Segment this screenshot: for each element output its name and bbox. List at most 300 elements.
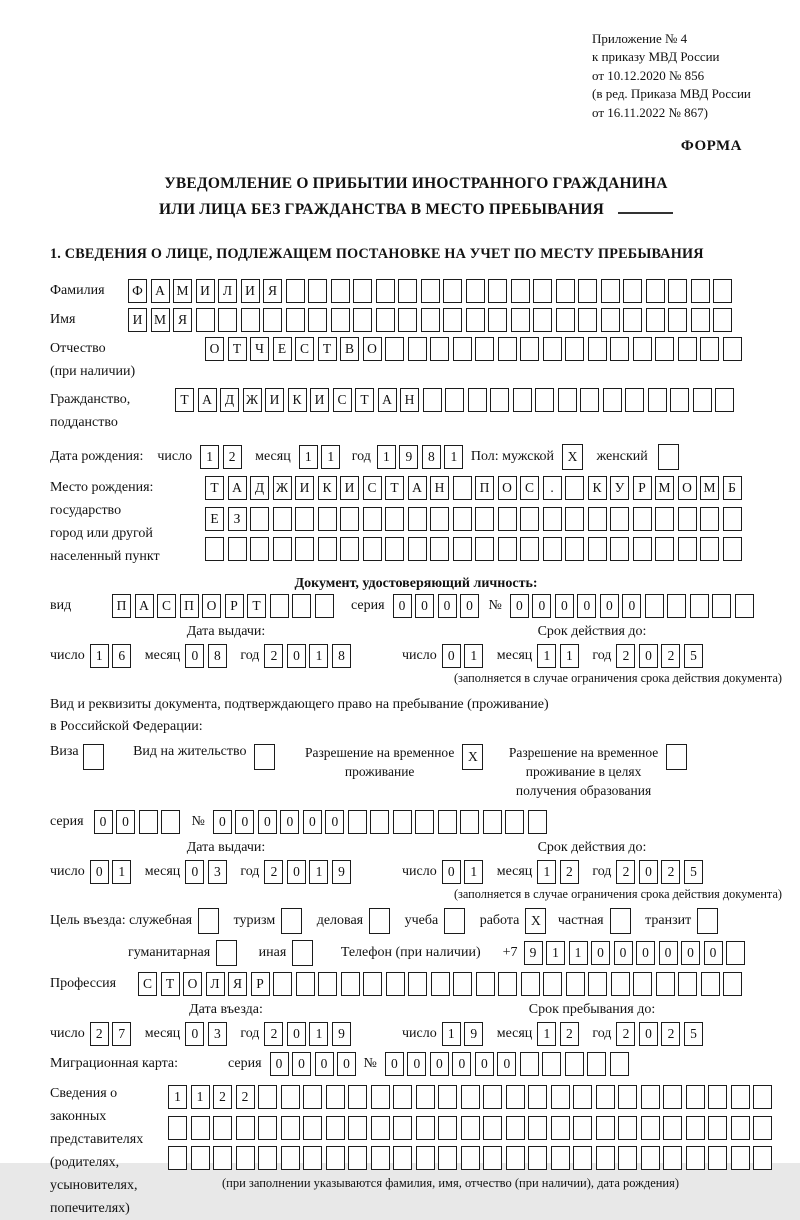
char-cell[interactable] <box>641 1146 660 1170</box>
char-cell[interactable] <box>498 507 517 531</box>
char-cell[interactable] <box>371 1085 390 1109</box>
char-cell[interactable] <box>353 308 372 332</box>
char-cell[interactable] <box>655 337 674 361</box>
char-cell[interactable] <box>648 388 667 412</box>
char-cell[interactable]: 2 <box>616 644 635 668</box>
char-cell[interactable] <box>543 507 562 531</box>
char-cell[interactable] <box>353 279 372 303</box>
char-cell[interactable] <box>533 279 552 303</box>
char-cell[interactable] <box>348 1116 367 1140</box>
char-cell[interactable]: С <box>138 972 157 996</box>
char-cell[interactable] <box>668 308 687 332</box>
char-cell[interactable] <box>708 1085 727 1109</box>
char-cell[interactable] <box>444 908 465 934</box>
char-cell[interactable]: 0 <box>510 594 529 618</box>
char-cell[interactable] <box>453 537 472 561</box>
char-cell[interactable] <box>731 1146 750 1170</box>
char-cell[interactable]: 0 <box>639 1022 658 1046</box>
char-cell[interactable] <box>505 810 524 834</box>
char-cell[interactable]: 2 <box>616 860 635 884</box>
char-cell[interactable] <box>236 1116 255 1140</box>
char-cell[interactable]: Ч <box>250 337 269 361</box>
char-cell[interactable] <box>416 1116 435 1140</box>
char-cell[interactable] <box>646 308 665 332</box>
char-cell[interactable]: А <box>151 279 170 303</box>
char-cell[interactable] <box>610 908 631 934</box>
char-cell[interactable] <box>498 537 517 561</box>
char-cell[interactable] <box>700 507 719 531</box>
char-cell[interactable] <box>498 337 517 361</box>
char-cell[interactable] <box>281 1085 300 1109</box>
char-cell[interactable]: 1 <box>442 1022 461 1046</box>
char-cell[interactable]: З <box>228 507 247 531</box>
char-cell[interactable] <box>618 1116 637 1140</box>
char-cell[interactable]: Ж <box>273 476 292 500</box>
char-cell[interactable] <box>415 810 434 834</box>
char-cell[interactable] <box>691 279 710 303</box>
char-cell[interactable] <box>460 810 479 834</box>
char-cell[interactable] <box>476 972 495 996</box>
char-cell[interactable] <box>655 507 674 531</box>
char-cell[interactable]: 0 <box>258 810 277 834</box>
char-cell[interactable] <box>697 908 718 934</box>
char-cell[interactable] <box>535 388 554 412</box>
char-cell[interactable]: 2 <box>661 1022 680 1046</box>
char-cell[interactable] <box>645 594 664 618</box>
char-cell[interactable] <box>198 908 219 934</box>
char-cell[interactable]: М <box>173 279 192 303</box>
char-cell[interactable]: 1 <box>321 445 340 469</box>
char-cell[interactable]: 0 <box>442 860 461 884</box>
char-cell[interactable] <box>678 507 697 531</box>
char-cell[interactable]: 9 <box>524 941 543 965</box>
char-cell[interactable] <box>558 388 577 412</box>
char-cell[interactable] <box>315 594 334 618</box>
char-cell[interactable]: А <box>135 594 154 618</box>
char-cell[interactable] <box>331 279 350 303</box>
char-cell[interactable] <box>556 279 575 303</box>
char-cell[interactable] <box>318 537 337 561</box>
char-cell[interactable] <box>331 308 350 332</box>
char-cell[interactable] <box>385 537 404 561</box>
char-cell[interactable] <box>376 308 395 332</box>
char-cell[interactable] <box>670 388 689 412</box>
char-cell[interactable] <box>168 1116 187 1140</box>
char-cell[interactable] <box>430 507 449 531</box>
char-cell[interactable] <box>371 1116 390 1140</box>
char-cell[interactable]: 2 <box>560 1022 579 1046</box>
char-cell[interactable] <box>625 388 644 412</box>
char-cell[interactable]: 0 <box>235 810 254 834</box>
char-cell[interactable]: Н <box>400 388 419 412</box>
char-cell[interactable] <box>588 507 607 531</box>
char-cell[interactable]: 2 <box>264 644 283 668</box>
char-cell[interactable] <box>363 537 382 561</box>
char-cell[interactable] <box>281 1116 300 1140</box>
char-cell[interactable] <box>340 537 359 561</box>
char-cell[interactable] <box>712 594 731 618</box>
char-cell[interactable] <box>281 1146 300 1170</box>
char-cell[interactable]: 7 <box>112 1022 131 1046</box>
char-cell[interactable] <box>528 1085 547 1109</box>
char-cell[interactable]: 0 <box>438 594 457 618</box>
char-cell[interactable] <box>753 1146 772 1170</box>
char-cell[interactable] <box>371 1146 390 1170</box>
char-cell[interactable] <box>713 308 732 332</box>
char-cell[interactable]: Т <box>175 388 194 412</box>
char-cell[interactable] <box>596 1085 615 1109</box>
char-cell[interactable] <box>281 908 302 934</box>
char-cell[interactable] <box>408 507 427 531</box>
char-cell[interactable] <box>213 1146 232 1170</box>
char-cell[interactable]: Т <box>228 337 247 361</box>
char-cell[interactable]: 2 <box>90 1022 109 1046</box>
char-cell[interactable] <box>603 388 622 412</box>
char-cell[interactable]: С <box>157 594 176 618</box>
char-cell[interactable] <box>191 1146 210 1170</box>
char-cell[interactable] <box>348 810 367 834</box>
char-cell[interactable] <box>216 940 237 966</box>
char-cell[interactable] <box>533 308 552 332</box>
char-cell[interactable] <box>416 1085 435 1109</box>
char-cell[interactable] <box>303 1146 322 1170</box>
char-cell[interactable] <box>506 1146 525 1170</box>
char-cell[interactable]: Д <box>220 388 239 412</box>
char-cell[interactable] <box>735 594 754 618</box>
char-cell[interactable] <box>258 1116 277 1140</box>
char-cell[interactable] <box>511 308 530 332</box>
char-cell[interactable]: 0 <box>292 1052 311 1076</box>
char-cell[interactable] <box>610 537 629 561</box>
char-cell[interactable] <box>528 1146 547 1170</box>
char-cell[interactable] <box>543 537 562 561</box>
char-cell[interactable]: 0 <box>577 594 596 618</box>
char-cell[interactable]: 1 <box>546 941 565 965</box>
char-cell[interactable]: И <box>310 388 329 412</box>
char-cell[interactable] <box>678 972 697 996</box>
char-cell[interactable] <box>611 972 630 996</box>
char-cell[interactable]: 0 <box>475 1052 494 1076</box>
char-cell[interactable] <box>521 972 540 996</box>
char-cell[interactable] <box>250 507 269 531</box>
char-cell[interactable] <box>303 1085 322 1109</box>
char-cell[interactable] <box>393 810 412 834</box>
char-cell[interactable] <box>726 941 745 965</box>
char-cell[interactable]: 0 <box>659 941 678 965</box>
char-cell[interactable] <box>263 308 282 332</box>
char-cell[interactable] <box>663 1146 682 1170</box>
char-cell[interactable]: . <box>543 476 562 500</box>
char-cell[interactable] <box>753 1085 772 1109</box>
char-cell[interactable] <box>438 1116 457 1140</box>
char-cell[interactable] <box>713 279 732 303</box>
char-cell[interactable]: 0 <box>555 594 574 618</box>
char-cell[interactable] <box>453 972 472 996</box>
char-cell[interactable]: 2 <box>661 644 680 668</box>
char-cell[interactable] <box>461 1085 480 1109</box>
char-cell[interactable] <box>610 337 629 361</box>
char-cell[interactable] <box>663 1116 682 1140</box>
char-cell[interactable]: Ф <box>128 279 147 303</box>
char-cell[interactable]: 0 <box>185 860 204 884</box>
char-cell[interactable]: 8 <box>422 445 441 469</box>
char-cell[interactable]: 2 <box>661 860 680 884</box>
char-cell[interactable]: Н <box>430 476 449 500</box>
char-cell[interactable]: М <box>655 476 674 500</box>
char-cell[interactable]: В <box>340 337 359 361</box>
char-cell[interactable]: 0 <box>681 941 700 965</box>
char-cell[interactable]: X <box>562 444 583 470</box>
char-cell[interactable]: 0 <box>287 1022 306 1046</box>
char-cell[interactable] <box>618 1146 637 1170</box>
char-cell[interactable]: 0 <box>639 644 658 668</box>
char-cell[interactable] <box>423 388 442 412</box>
char-cell[interactable]: 5 <box>684 1022 703 1046</box>
char-cell[interactable]: 5 <box>684 644 703 668</box>
char-cell[interactable] <box>542 1052 561 1076</box>
char-cell[interactable]: 2 <box>236 1085 255 1109</box>
char-cell[interactable] <box>587 1052 606 1076</box>
char-cell[interactable]: 0 <box>270 1052 289 1076</box>
char-cell[interactable]: У <box>610 476 629 500</box>
char-cell[interactable] <box>678 537 697 561</box>
char-cell[interactable] <box>700 337 719 361</box>
char-cell[interactable] <box>565 1052 584 1076</box>
char-cell[interactable]: Д <box>250 476 269 500</box>
char-cell[interactable]: 1 <box>560 644 579 668</box>
char-cell[interactable]: 8 <box>332 644 351 668</box>
char-cell[interactable] <box>708 1116 727 1140</box>
char-cell[interactable]: 0 <box>704 941 723 965</box>
char-cell[interactable] <box>385 337 404 361</box>
char-cell[interactable] <box>520 1052 539 1076</box>
char-cell[interactable] <box>326 1085 345 1109</box>
char-cell[interactable] <box>483 810 502 834</box>
char-cell[interactable] <box>490 388 509 412</box>
char-cell[interactable] <box>520 507 539 531</box>
char-cell[interactable] <box>393 1146 412 1170</box>
char-cell[interactable] <box>348 1146 367 1170</box>
char-cell[interactable]: 0 <box>591 941 610 965</box>
char-cell[interactable]: 0 <box>116 810 135 834</box>
char-cell[interactable] <box>700 537 719 561</box>
char-cell[interactable] <box>528 810 547 834</box>
char-cell[interactable]: 2 <box>213 1085 232 1109</box>
char-cell[interactable]: 1 <box>299 445 318 469</box>
char-cell[interactable] <box>228 537 247 561</box>
char-cell[interactable] <box>578 279 597 303</box>
char-cell[interactable]: 0 <box>94 810 113 834</box>
char-cell[interactable] <box>296 972 315 996</box>
char-cell[interactable]: О <box>498 476 517 500</box>
char-cell[interactable] <box>363 507 382 531</box>
char-cell[interactable]: П <box>112 594 131 618</box>
char-cell[interactable] <box>596 1146 615 1170</box>
char-cell[interactable]: 2 <box>560 860 579 884</box>
char-cell[interactable] <box>646 279 665 303</box>
char-cell[interactable] <box>443 308 462 332</box>
char-cell[interactable] <box>475 337 494 361</box>
char-cell[interactable]: Я <box>173 308 192 332</box>
char-cell[interactable]: Л <box>218 279 237 303</box>
char-cell[interactable]: 1 <box>444 445 463 469</box>
char-cell[interactable]: 0 <box>303 810 322 834</box>
char-cell[interactable] <box>588 337 607 361</box>
char-cell[interactable] <box>528 1116 547 1140</box>
char-cell[interactable] <box>511 279 530 303</box>
char-cell[interactable]: 0 <box>385 1052 404 1076</box>
char-cell[interactable] <box>326 1146 345 1170</box>
char-cell[interactable] <box>254 744 275 770</box>
char-cell[interactable] <box>273 537 292 561</box>
char-cell[interactable] <box>443 279 462 303</box>
char-cell[interactable] <box>438 1146 457 1170</box>
char-cell[interactable]: Т <box>318 337 337 361</box>
char-cell[interactable]: X <box>462 744 483 770</box>
char-cell[interactable] <box>506 1085 525 1109</box>
char-cell[interactable]: М <box>700 476 719 500</box>
char-cell[interactable]: 1 <box>90 644 109 668</box>
char-cell[interactable] <box>565 507 584 531</box>
char-cell[interactable]: И <box>295 476 314 500</box>
char-cell[interactable] <box>475 507 494 531</box>
char-cell[interactable] <box>326 1116 345 1140</box>
char-cell[interactable] <box>633 972 652 996</box>
char-cell[interactable] <box>376 279 395 303</box>
char-cell[interactable] <box>273 507 292 531</box>
char-cell[interactable] <box>693 388 712 412</box>
char-cell[interactable] <box>430 537 449 561</box>
char-cell[interactable] <box>292 940 313 966</box>
char-cell[interactable]: О <box>202 594 221 618</box>
char-cell[interactable]: 0 <box>614 941 633 965</box>
char-cell[interactable]: 0 <box>442 644 461 668</box>
char-cell[interactable] <box>286 308 305 332</box>
char-cell[interactable]: Т <box>355 388 374 412</box>
char-cell[interactable]: 1 <box>309 860 328 884</box>
char-cell[interactable] <box>286 279 305 303</box>
char-cell[interactable] <box>483 1146 502 1170</box>
char-cell[interactable]: Я <box>263 279 282 303</box>
char-cell[interactable]: Т <box>385 476 404 500</box>
char-cell[interactable] <box>258 1085 277 1109</box>
char-cell[interactable] <box>488 279 507 303</box>
char-cell[interactable]: П <box>180 594 199 618</box>
char-cell[interactable]: К <box>288 388 307 412</box>
char-cell[interactable] <box>573 1085 592 1109</box>
char-cell[interactable] <box>241 308 260 332</box>
char-cell[interactable] <box>578 308 597 332</box>
char-cell[interactable] <box>393 1116 412 1140</box>
char-cell[interactable] <box>408 537 427 561</box>
char-cell[interactable]: 1 <box>168 1085 187 1109</box>
char-cell[interactable]: И <box>241 279 260 303</box>
char-cell[interactable]: Л <box>206 972 225 996</box>
char-cell[interactable] <box>398 279 417 303</box>
char-cell[interactable] <box>369 908 390 934</box>
char-cell[interactable]: Я <box>228 972 247 996</box>
char-cell[interactable] <box>565 337 584 361</box>
char-cell[interactable]: 2 <box>223 445 242 469</box>
char-cell[interactable]: 2 <box>264 1022 283 1046</box>
char-cell[interactable] <box>715 388 734 412</box>
char-cell[interactable]: 1 <box>569 941 588 965</box>
char-cell[interactable] <box>678 337 697 361</box>
char-cell[interactable]: О <box>363 337 382 361</box>
char-cell[interactable]: 1 <box>464 860 483 884</box>
char-cell[interactable] <box>303 1116 322 1140</box>
char-cell[interactable]: 0 <box>185 644 204 668</box>
char-cell[interactable] <box>453 476 472 500</box>
char-cell[interactable]: 0 <box>90 860 109 884</box>
char-cell[interactable]: Т <box>205 476 224 500</box>
char-cell[interactable] <box>348 1085 367 1109</box>
char-cell[interactable] <box>663 1085 682 1109</box>
char-cell[interactable] <box>161 810 180 834</box>
char-cell[interactable] <box>506 1116 525 1140</box>
char-cell[interactable] <box>393 1085 412 1109</box>
char-cell[interactable]: 0 <box>639 860 658 884</box>
char-cell[interactable] <box>551 1085 570 1109</box>
char-cell[interactable]: 0 <box>430 1052 449 1076</box>
char-cell[interactable] <box>483 1085 502 1109</box>
char-cell[interactable] <box>588 972 607 996</box>
char-cell[interactable]: 0 <box>415 594 434 618</box>
char-cell[interactable] <box>723 507 742 531</box>
char-cell[interactable]: 1 <box>112 860 131 884</box>
char-cell[interactable] <box>633 537 652 561</box>
char-cell[interactable]: П <box>475 476 494 500</box>
char-cell[interactable] <box>753 1116 772 1140</box>
char-cell[interactable] <box>213 1116 232 1140</box>
char-cell[interactable] <box>610 507 629 531</box>
char-cell[interactable] <box>566 972 585 996</box>
char-cell[interactable] <box>318 972 337 996</box>
char-cell[interactable] <box>139 810 158 834</box>
char-cell[interactable] <box>556 308 575 332</box>
char-cell[interactable]: 0 <box>622 594 641 618</box>
char-cell[interactable] <box>667 594 686 618</box>
char-cell[interactable]: 0 <box>337 1052 356 1076</box>
char-cell[interactable] <box>701 972 720 996</box>
char-cell[interactable] <box>691 308 710 332</box>
char-cell[interactable]: 1 <box>191 1085 210 1109</box>
char-cell[interactable]: 9 <box>399 445 418 469</box>
char-cell[interactable]: А <box>378 388 397 412</box>
char-cell[interactable]: 1 <box>309 644 328 668</box>
char-cell[interactable] <box>633 507 652 531</box>
char-cell[interactable] <box>341 972 360 996</box>
char-cell[interactable] <box>273 972 292 996</box>
char-cell[interactable]: С <box>363 476 382 500</box>
char-cell[interactable]: 9 <box>332 1022 351 1046</box>
char-cell[interactable] <box>498 972 517 996</box>
char-cell[interactable] <box>708 1146 727 1170</box>
char-cell[interactable]: О <box>205 337 224 361</box>
char-cell[interactable]: 0 <box>280 810 299 834</box>
char-cell[interactable]: С <box>295 337 314 361</box>
char-cell[interactable] <box>445 388 464 412</box>
char-cell[interactable] <box>340 507 359 531</box>
char-cell[interactable] <box>295 507 314 531</box>
char-cell[interactable] <box>318 507 337 531</box>
char-cell[interactable] <box>731 1116 750 1140</box>
char-cell[interactable]: 0 <box>315 1052 334 1076</box>
char-cell[interactable] <box>408 337 427 361</box>
char-cell[interactable] <box>461 1146 480 1170</box>
char-cell[interactable]: 1 <box>309 1022 328 1046</box>
char-cell[interactable] <box>723 337 742 361</box>
